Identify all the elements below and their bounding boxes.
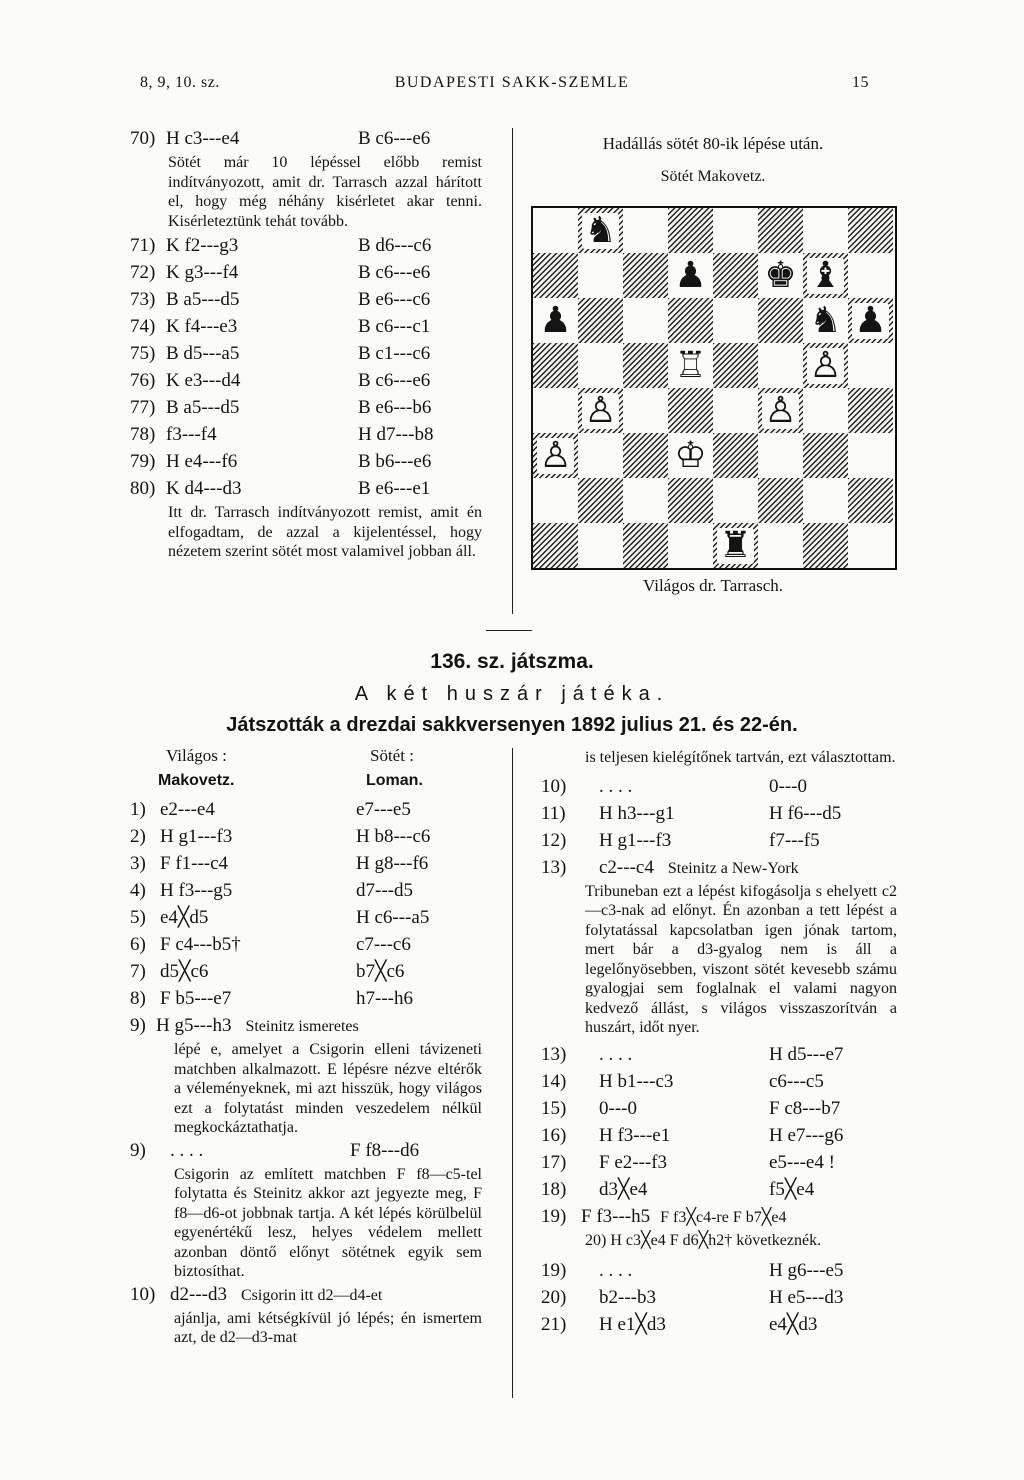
move-9-black <box>130 1138 482 1165</box>
chess-piece: ♙ <box>809 344 842 386</box>
black-player: Loman. <box>366 772 423 789</box>
black-move: H e5---d3 <box>769 1287 844 1308</box>
black-move: B c6---e6 <box>358 262 431 283</box>
white-label: Világos : <box>166 746 227 765</box>
board-square <box>668 253 713 298</box>
black-move: h7---h6 <box>356 988 413 1009</box>
black-move: B e6---c6 <box>358 289 431 310</box>
move-row <box>130 476 482 503</box>
board-square <box>623 388 668 433</box>
move-number: 78) <box>130 424 156 445</box>
opening-name: A két huszár játéka. <box>354 683 670 705</box>
black-move: f5╳e4 <box>769 1178 815 1200</box>
move-list-19-21 <box>541 1258 897 1339</box>
board-square <box>803 388 848 433</box>
chess-piece: ♔ <box>674 434 707 476</box>
chess-board <box>533 208 893 568</box>
white-move: . . . . <box>599 775 633 797</box>
white-move: H f3---e1 <box>599 1124 671 1146</box>
white-move: . . . . <box>170 1139 204 1161</box>
move-number: 13) <box>541 1043 567 1065</box>
black-move: e5---e4 ! <box>769 1151 835 1173</box>
game-right-column <box>541 748 897 1339</box>
white-move: d3╳e4 <box>599 1178 648 1200</box>
annotation-move-19: 20) H c3╳e4 F d6╳h2† következnék. <box>585 1231 822 1249</box>
board-square <box>623 478 668 523</box>
white-player: Makovetz. <box>158 772 235 789</box>
move-row <box>130 422 482 449</box>
move-row <box>130 287 482 314</box>
board-square <box>533 478 578 523</box>
move-row <box>541 828 897 855</box>
board-square <box>578 343 623 388</box>
page-number: 15 <box>852 74 869 91</box>
chess-piece: ♟ <box>854 299 887 341</box>
board-square <box>758 478 803 523</box>
white-move: H g1---f3 <box>599 829 672 851</box>
move-number: 76) <box>130 370 156 391</box>
move-number: 79) <box>130 451 156 472</box>
board-square <box>533 433 578 478</box>
board-square <box>803 433 848 478</box>
move-number: 3) <box>130 853 146 874</box>
black-move: H c6---a5 <box>356 907 430 928</box>
board-square <box>848 433 893 478</box>
move-number: 16) <box>541 1124 567 1146</box>
diagram-caption: Hadállás sötét 80-ik lépése után. <box>602 134 824 153</box>
board-square <box>623 343 668 388</box>
move-number: 5) <box>130 907 146 928</box>
chess-piece: ♙ <box>584 389 617 431</box>
annotation-start: Steinitz ismeretes <box>245 1018 359 1035</box>
board-square <box>668 343 713 388</box>
move-row <box>541 801 897 828</box>
black-move: H e7---g6 <box>769 1124 844 1146</box>
board-square <box>668 388 713 433</box>
move-row <box>541 1123 897 1150</box>
chess-piece: ♙ <box>539 434 572 476</box>
move-number: 19) <box>541 1260 567 1281</box>
white-move: F e2---f3 <box>599 1151 668 1173</box>
move-number: 10) <box>130 1283 156 1305</box>
white-move: f3---f4 <box>166 424 217 445</box>
chess-piece: ♖ <box>674 344 707 386</box>
board-square <box>758 433 803 478</box>
black-move: d7---d5 <box>356 880 413 901</box>
move-number: 74) <box>130 316 156 337</box>
white-move: K d4---d3 <box>166 478 242 499</box>
chess-piece: ♙ <box>764 389 797 431</box>
board-square <box>713 208 758 253</box>
white-move: H e1╳d3 <box>599 1314 666 1335</box>
move-row <box>541 1258 897 1285</box>
board-square <box>623 253 668 298</box>
move-number: 80) <box>130 478 156 499</box>
board-square <box>578 298 623 343</box>
board-square <box>758 208 803 253</box>
move-list-10-12 <box>541 774 897 855</box>
black-move: H g6---e5 <box>769 1260 844 1281</box>
annotation-start: Csigorin itt d2—d4-et <box>240 1286 383 1304</box>
move-row <box>130 449 482 476</box>
game-left-column <box>130 797 482 1348</box>
board-square <box>578 388 623 433</box>
white-move: F f3---h5 <box>581 1205 651 1227</box>
move-number: 4) <box>130 880 146 901</box>
black-move: B e6---b6 <box>358 397 432 418</box>
move-number: 73) <box>130 289 156 310</box>
white-move: . . . . <box>599 1260 633 1281</box>
black-move: H d7---b8 <box>358 424 434 445</box>
game-number: 136. sz. játszma. <box>430 650 594 673</box>
black-move: F c8---b7 <box>769 1097 841 1119</box>
annotation-move-10: ajánlja, ami kétségkívül jó lépés; én ismertem azt, de d2—d3-mat <box>174 1309 482 1346</box>
board-square <box>578 433 623 478</box>
move-list-1-8 <box>130 797 482 1013</box>
move-row <box>130 368 482 395</box>
diagram-bottom-player: Világos dr. Tarrasch. <box>642 576 784 595</box>
move-list-13-18 <box>541 1042 897 1204</box>
move-number: 14) <box>541 1070 567 1092</box>
annotation-draw: Itt dr. Tarrasch indítványozott remist, amit én elfogadtam, de azzal a kijelentéssel, hogy nézetem szerint sötét most valamivel jobban áll. <box>168 504 482 560</box>
move-number: 18) <box>541 1178 567 1200</box>
move-number: 2) <box>130 826 146 847</box>
move-row <box>130 260 482 287</box>
black-move: B c6---e6 <box>358 128 431 149</box>
board-square <box>713 523 758 568</box>
white-move: B d5---a5 <box>166 343 240 364</box>
move-row <box>130 878 482 905</box>
board-square <box>848 343 893 388</box>
game-event: Játszották a drezdai sakkversenyen 1892 julius 21. és 22-én. <box>226 714 798 736</box>
board-square <box>758 523 803 568</box>
black-move: c7---c6 <box>356 934 411 955</box>
annotation-continued: is teljesen kielégítőnek tartván, ezt választottam. <box>585 749 896 766</box>
annotation-start: F f3╳c4-re F b7╳e4 <box>660 1208 787 1226</box>
move-number: 21) <box>541 1314 567 1335</box>
board-square <box>668 298 713 343</box>
board-square <box>758 343 803 388</box>
chess-piece: ♜ <box>719 524 752 566</box>
black-move: f7---f5 <box>769 829 820 851</box>
white-move: H c3---e4 <box>166 128 240 149</box>
black-move: B b6---e6 <box>358 451 432 472</box>
black-label: Sötét : <box>370 746 414 765</box>
board-square <box>623 208 668 253</box>
black-move: H f6---d5 <box>769 802 842 824</box>
white-move: . . . . <box>599 1043 633 1065</box>
move-row <box>541 1096 897 1123</box>
board-square <box>848 298 893 343</box>
move-number: 75) <box>130 343 156 364</box>
white-move: d5╳c6 <box>160 961 209 982</box>
move-70 <box>130 126 482 153</box>
white-move: H f3---g5 <box>160 880 233 901</box>
board-square <box>533 523 578 568</box>
move-19 <box>541 1204 897 1231</box>
board-square <box>713 388 758 433</box>
board-square <box>803 478 848 523</box>
move-number: 71) <box>130 235 156 256</box>
move-row <box>130 959 482 986</box>
board-square <box>533 253 578 298</box>
board-square <box>578 478 623 523</box>
board-square <box>713 478 758 523</box>
move-number: 17) <box>541 1151 567 1173</box>
move-row <box>130 851 482 878</box>
white-move: H g5---h3 <box>156 1015 232 1036</box>
move-number: 8) <box>130 988 146 1009</box>
section-divider <box>486 630 532 631</box>
move-number: 12) <box>541 829 567 851</box>
annotation-remis: Sötét már 10 lépéssel előbb remist indítványozott, amit dr. Tarrasch azzal hárított el, hogy még néhány kisérletet akar tenni. Kisérleteztünk tehát tovább. <box>168 154 482 230</box>
white-move: H g1---f3 <box>160 826 233 847</box>
chess-piece: ♟ <box>539 299 572 341</box>
board-square <box>533 208 578 253</box>
white-move: K e3---d4 <box>166 370 241 391</box>
chess-piece: ♞ <box>584 209 617 251</box>
board-square <box>803 253 848 298</box>
board-square <box>758 253 803 298</box>
move-row <box>130 395 482 422</box>
annotation-move-9: lépé e, amelyet a Csigorin elleni távizeneti matchben alkalmazott. E lépésre nézve eltérők a véleményeknek, mi azt hisszük, hogy világos ezt a folytatást minden veszedelem nélkül megkockáztathatja. <box>174 1041 482 1136</box>
move-number: 15) <box>541 1097 567 1119</box>
board-square <box>803 208 848 253</box>
board-square <box>533 388 578 433</box>
move-row <box>130 824 482 851</box>
move-10 <box>130 1282 482 1309</box>
move-number: 6) <box>130 934 146 955</box>
issue-number: 8, 9, 10. sz. <box>140 74 220 91</box>
move-13 <box>541 855 897 882</box>
white-move: F c4---b5† <box>160 934 241 955</box>
white-move: B a5---d5 <box>166 397 240 418</box>
move-number: 11) <box>541 802 566 824</box>
white-move: c2---c4 <box>599 856 654 878</box>
board-square <box>848 208 893 253</box>
move-row <box>130 797 482 824</box>
board-square <box>668 523 713 568</box>
black-move: e7---e5 <box>356 799 411 820</box>
white-move: e4╳d5 <box>160 907 209 928</box>
move-row <box>541 1042 897 1069</box>
board-square <box>803 343 848 388</box>
board-square <box>803 523 848 568</box>
move-row <box>130 233 482 260</box>
board-square <box>578 523 623 568</box>
black-move: 0---0 <box>769 775 807 797</box>
board-square <box>623 433 668 478</box>
board-square <box>713 298 758 343</box>
top-left-column <box>130 126 482 562</box>
move-number: 9) <box>130 1139 146 1161</box>
white-move: K f4---e3 <box>166 316 238 337</box>
move-row <box>541 1150 897 1177</box>
white-move: H h3---g1 <box>599 802 675 824</box>
annotation-start: Steinitz a New-York <box>667 859 799 877</box>
black-move: B d6---c6 <box>358 235 432 256</box>
move-number: 10) <box>541 775 567 797</box>
chess-piece: ♟ <box>674 254 707 296</box>
move-number: 13) <box>541 856 567 878</box>
chess-diagram <box>531 206 897 570</box>
move-row <box>541 1312 897 1339</box>
black-move: B c6---e6 <box>358 370 431 391</box>
board-square <box>848 388 893 433</box>
column-divider-2 <box>512 748 513 1398</box>
white-move: d2---d3 <box>170 1283 227 1305</box>
black-move: H b8---c6 <box>356 826 431 847</box>
black-move: e4╳d3 <box>769 1314 818 1335</box>
move-number: 77) <box>130 397 156 418</box>
board-square <box>713 433 758 478</box>
move-number: 20) <box>541 1287 567 1308</box>
move-row <box>130 932 482 959</box>
black-move: F f8---d6 <box>350 1139 420 1161</box>
column-divider <box>512 128 513 614</box>
board-square <box>713 343 758 388</box>
move-row <box>541 774 897 801</box>
chess-piece: ♝ <box>809 254 842 296</box>
board-square <box>533 343 578 388</box>
move-row <box>541 1177 897 1204</box>
move-number: 72) <box>130 262 156 283</box>
board-square <box>668 433 713 478</box>
white-move: B a5---d5 <box>166 289 240 310</box>
white-move: K g3---f4 <box>166 262 239 283</box>
move-row <box>130 314 482 341</box>
move-list-71-80 <box>130 233 482 503</box>
chess-piece: ♞ <box>809 299 842 341</box>
move-row <box>130 341 482 368</box>
black-move: H d5---e7 <box>769 1043 844 1065</box>
board-square <box>668 478 713 523</box>
white-move: H e4---f6 <box>166 451 238 472</box>
diagram-top-player: Sötét Makovetz. <box>660 168 766 185</box>
black-move: b7╳c6 <box>356 961 405 982</box>
move-row <box>130 986 482 1013</box>
move-number: 70) <box>130 128 156 149</box>
board-square <box>758 388 803 433</box>
move-number: 1) <box>130 799 146 820</box>
black-move: c6---c5 <box>769 1070 824 1092</box>
white-move: K f2---g3 <box>166 235 239 256</box>
black-move: H g8---f6 <box>356 853 429 874</box>
board-square <box>623 523 668 568</box>
move-row <box>130 905 482 932</box>
board-square <box>848 478 893 523</box>
white-move: F f1---c4 <box>160 853 229 874</box>
board-square <box>848 523 893 568</box>
move-row <box>541 1285 897 1312</box>
chess-piece: ♚ <box>764 254 797 296</box>
move-row <box>541 1069 897 1096</box>
black-move: B c6---c1 <box>358 316 431 337</box>
move-number: 19) <box>541 1205 567 1227</box>
white-move: F b5---e7 <box>160 988 232 1009</box>
black-move: B c1---c6 <box>358 343 431 364</box>
board-square <box>713 253 758 298</box>
board-square <box>668 208 713 253</box>
board-square <box>533 298 578 343</box>
move-number: 7) <box>130 961 146 982</box>
annotation-move-13: Tribuneban ezt a lépést kifogásolja s ehelyett c2—c3-nak ad előnyt. Én azonban a tett lépést a folytatással kapcsolatban igen jónak tartom, mert bár a d3-gyalog nem is áll a legelőnyösebben, viszont sötét kevesebb számu gyalogjai sem foglalnak el valami nagyon kedvező állást, s világos visszaszorítván a huszárt, időt nyer. <box>585 882 897 1036</box>
move-9 <box>130 1013 482 1040</box>
journal-title: BUDAPESTI SAKK-SZEMLE <box>394 74 630 91</box>
move-number: 9) <box>130 1015 146 1036</box>
black-move: B e6---e1 <box>358 478 431 499</box>
white-move: 0---0 <box>599 1097 637 1119</box>
board-square <box>623 298 668 343</box>
white-move: H b1---c3 <box>599 1070 674 1092</box>
white-move: b2---b3 <box>599 1287 656 1308</box>
board-square <box>848 253 893 298</box>
annotation-move-9b: Csigorin az említett matchben F f8—c5-tel folytatta és Steinitz akkor azt jegyezte meg, F f8—d6-ot jobbnak tartja. A két lépés körülbelül egyenértékű lesz, helyes védelem mellett azonban döntő előnyt sötétnek egyik sem biztosíthat. <box>174 1165 482 1280</box>
board-square <box>758 298 803 343</box>
white-move: e2---e4 <box>160 799 215 820</box>
board-square <box>578 253 623 298</box>
board-square <box>803 298 848 343</box>
board-square <box>578 208 623 253</box>
